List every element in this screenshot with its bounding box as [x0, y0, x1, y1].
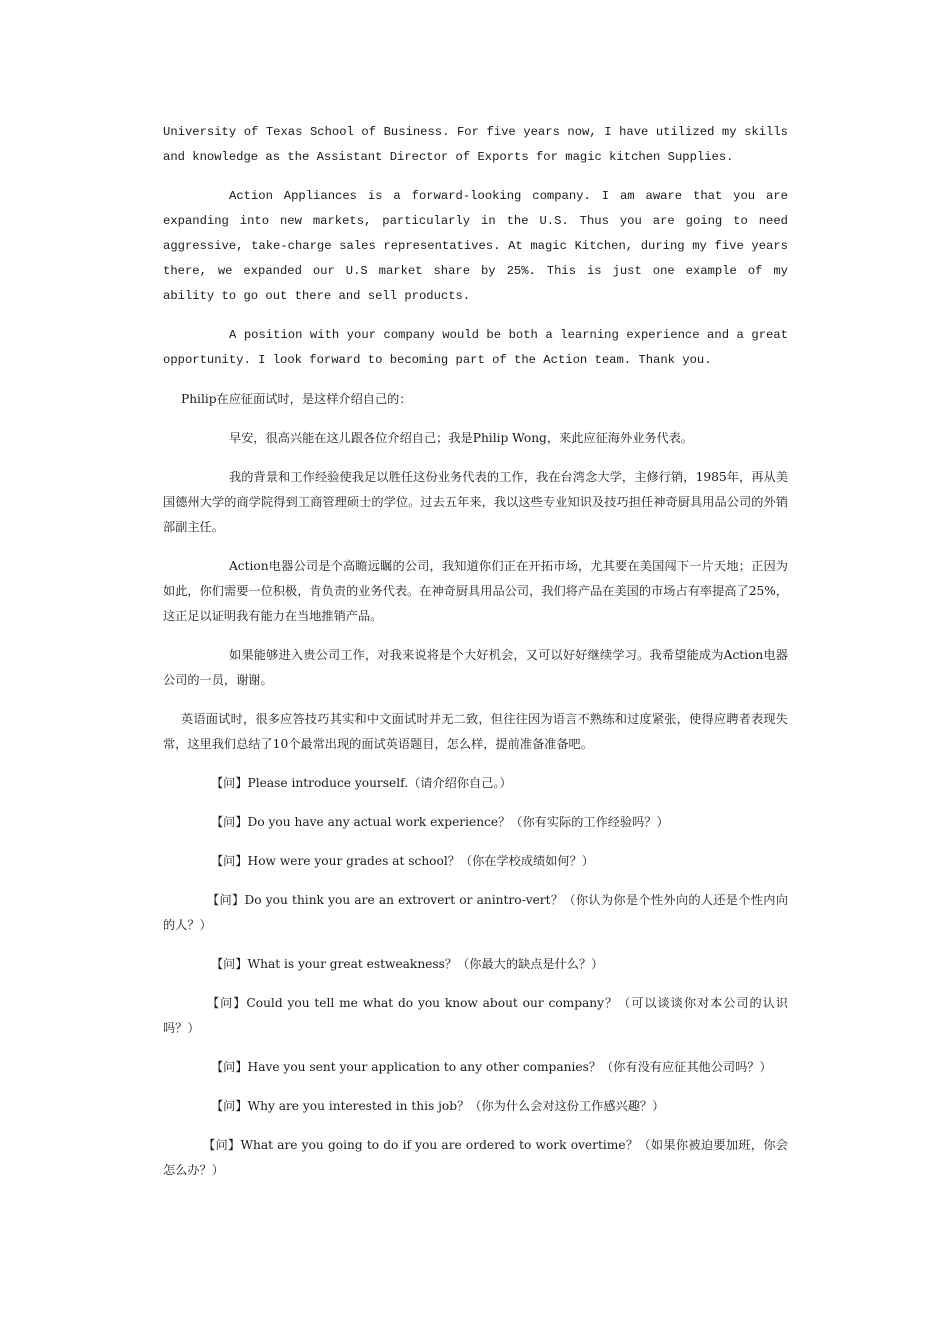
interview-intro-paragraph: 英语面试时，很多应答技巧其实和中文面试时并无二致，但往往因为语言不熟练和过度紧张，使得应聘者表现失常，这里我们总结了10个最常出现的面试英语题目，怎么样，提前准备准备吧。 [163, 712, 788, 751]
chinese-paragraph-2: 我的背景和工作经验使我足以胜任这份业务代表的工作，我在台湾念大学，主修行销，1985年，再从美国德州大学的商学院得到工商管理硕士的学位。过去五年来，我以这些专业知识及技巧担任神奇厨具用品公司的外销部副主任。 [163, 470, 788, 534]
document-page [163, 120, 788, 1197]
question-item: 【问】How were your grades at school？（你在学校成绩如何？） [211, 854, 594, 868]
chinese-paragraph-1: 早安，很高兴能在这儿跟各位介绍自己；我是Philip Wong，来此应征海外业务代表。 [229, 431, 694, 445]
question-item: 【问】Why are you interested in this job？（你为什么会对这份工作感兴趣？） [211, 1099, 665, 1113]
question-item: 【问】Could you tell me what do you know about our company？（可以谈谈你对本公司的认识吗？） [163, 996, 788, 1035]
question-item: 【问】What is your great estweakness？（你最大的缺点是什么？） [211, 957, 604, 971]
question-item: 【问】What are you going to do if you are ordered to work overtime？（如果你被迫要加班，你会怎么办？） [163, 1138, 788, 1177]
chinese-paragraph-4: 如果能够进入贵公司工作，对我来说将是个大好机会，又可以好好继续学习。我希望能成为Action电器公司的一员，谢谢。 [163, 648, 788, 687]
english-speech-paragraph-2: Action Appliances is a forward-looking company. I am aware that you are expanding into new markets, particularly in the U.S. Thus you are going to need aggressive, take-charge sales representatives. At magic Kitchen, during my five years there, we expanded our U.S market share by 25%. This is just one example of my ability to go out there and sell products. [163, 189, 788, 303]
english-speech-paragraph-3: A position with your company would be both a learning experience and a great opportunity. I look forward to becoming part of the Action team. Thank you. [163, 328, 788, 367]
question-item: 【问】Have you sent your application to any other companies？（你有没有应征其他公司吗？） [211, 1060, 772, 1074]
question-item: 【问】Do you have any actual work experience？（你有实际的工作经验吗？） [211, 815, 669, 829]
question-item: 【问】Do you think you are an extrovert or anintro-vert？（你认为你是个性外向的人还是个性内向的人？） [163, 893, 788, 932]
chinese-intro-line: Philip在应征面试时，是这样介绍自己的： [181, 392, 412, 406]
english-speech-paragraph-1: University of Texas School of Business. For five years now, I have utilized my skills and knowledge as the Assistant Director of Exports for magic kitchen Supplies. [163, 125, 788, 164]
chinese-paragraph-3: Action电器公司是个高瞻远瞩的公司，我知道你们正在开拓市场，尤其要在美国闯下一片天地；正因为如此，你们需要一位积极，肯负责的业务代表。在神奇厨具用品公司，我们将产品在美国的市场占有率提高了25%，这正足以证明我有能力在当地推销产品。 [163, 559, 788, 623]
question-item: 【问】Please introduce yourself.（请介绍你自己。） [211, 776, 512, 790]
question-list [163, 771, 788, 1183]
